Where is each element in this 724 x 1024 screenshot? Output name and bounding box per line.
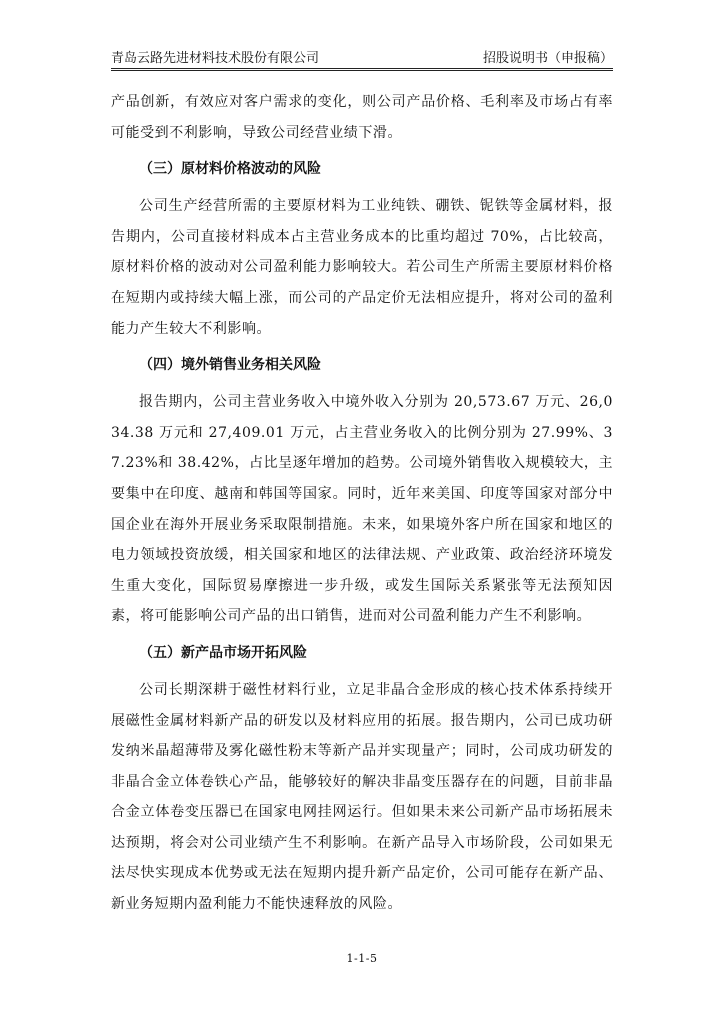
paragraph-raw-material-risk: 公司生产经营所需的主要原材料为工业纯铁、硼铁、铌铁等金属材料，报告期内，公司直接材料成本占主营业务成本的比重均超过 70%，占比较高，原材料价格的波动对公司盈利能力影响较大。若公司生产所需主要原材料价格在短期内或持续大幅上涨，而公司的产品定价无法相应提升，将对公司的盈利能力产生较大不利影响。 (111, 198, 613, 337)
section-heading-overseas-sales-risk: （四）境外销售业务相关风险 (139, 357, 321, 374)
header-rule (111, 68, 613, 71)
section-heading-raw-material-risk: （三）原材料价格波动的风险 (139, 161, 321, 178)
paragraph-intro-continued: 产品创新，有效应对客户需求的变化，则公司产品价格、毛利率及市场占有率可能受到不利影响，导致公司经营业绩下滑。 (111, 94, 613, 141)
header-company-name: 青岛云路先进材料技术股份有限公司 (111, 51, 320, 66)
header-document-title: 招股说明书（申报稿） (482, 51, 613, 66)
main-content (111, 87, 613, 920)
paragraph-new-product-risk: 公司长期深耕于磁性材料行业，立足非晶合金形成的核心技术体系持续开展磁性金属材料新产品的研发以及材料应用的拓展。报告期内，公司已成功研发纳米晶超薄带及雾化磁性粉末等新产品并实现量产；同时，公司成功研发的非晶合金立体卷铁心产品，能够较好的解决非晶变压器存在的问题，目前非晶合金立体卷变压器已在国家电网挂网运行。但如果未来公司新产品市场拓展未达预期，将会对公司业绩产生不利影响。在新产品导入市场阶段，公司如果无法尽快实现成本优势或无法在短期内提升新产品定价，公司可能存在新产品、新业务短期内盈利能力不能快速释放的风险。 (111, 681, 613, 913)
page-number: 1-1-5 (346, 952, 378, 965)
paragraph-overseas-sales-risk: 报告期内，公司主营业务收入中境外收入分别为 20,573.67 万元、26,034.38 万元和 27,409.01 万元，占主营业务收入的比例分别为 27.99%、37.23%和 38.42%，占比呈逐年增加的趋势。公司境外销售收入规模较大，主要集中在印度、越南和韩国等国家。同时，近年来美国、印度等国家对部分中国企业在海外开展业务采取限制措施。未来，如果境外客户所在国家和地区的电力领域投资放缓，相关国家和地区的法律法规、产业政策、政治经济环境发生重大变化，国际贸易摩擦进一步升级，或发生国际关系紧张等无法预知因素，将可能影响公司产品的出口销售，进而对公司盈利能力产生不利影响。 (111, 394, 613, 625)
page-header (111, 48, 613, 70)
section-heading-new-product-risk: （五）新产品市场开拓风险 (139, 644, 307, 661)
